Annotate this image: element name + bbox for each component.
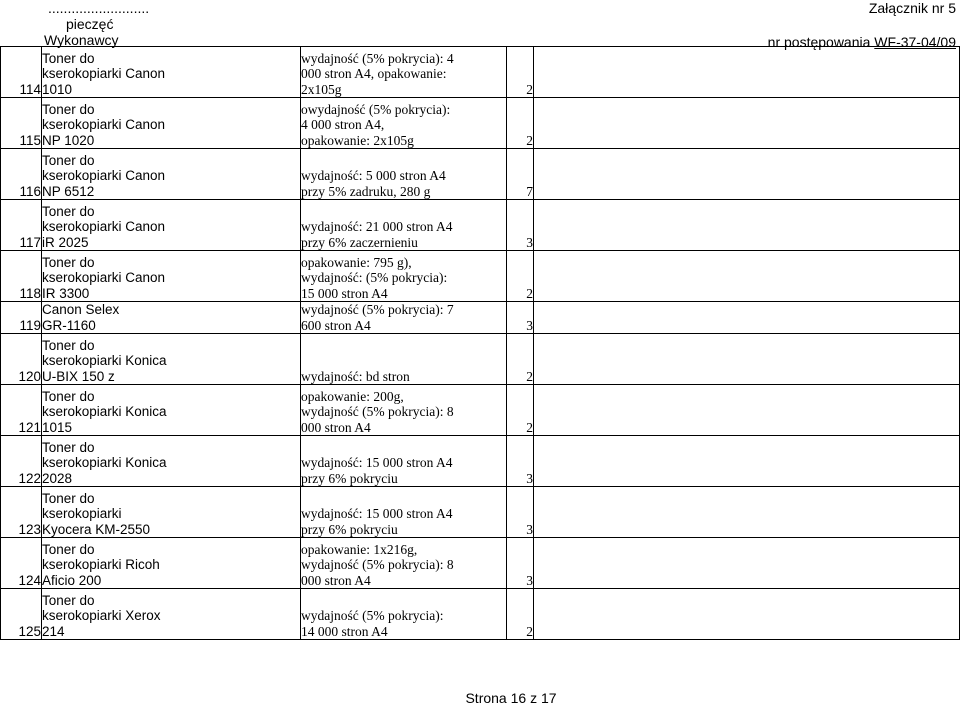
product-name xyxy=(42,487,301,538)
empty-cell xyxy=(534,334,960,385)
table-row xyxy=(1,47,960,98)
row-number: 114 xyxy=(1,47,42,98)
product-description-line: 000 stron A4 xyxy=(301,572,371,588)
product-name xyxy=(42,538,301,589)
product-description-line: wydajność: 15 000 stron A4 xyxy=(301,506,453,521)
product-description-line: wydajność: 21 000 stron A4 xyxy=(301,219,453,234)
table-row xyxy=(1,149,960,200)
product-name-line: NP 1020 xyxy=(42,132,95,148)
product-name-line: kserokopiarki Canon xyxy=(42,66,166,81)
product-description xyxy=(301,251,507,302)
product-description-line: wydajność: 15 000 stron A4 xyxy=(301,455,453,470)
product-name-line: IR 3300 xyxy=(42,285,90,301)
item-table xyxy=(0,46,960,640)
product-name-line: kserokopiarki Konica xyxy=(42,404,167,419)
product-name-line: Kyocera KM-2550 xyxy=(42,521,151,537)
row-number: 115 xyxy=(1,98,42,149)
product-name-line: 2028 xyxy=(42,470,73,486)
product-description-line: 000 stron A4, opakowanie: xyxy=(301,66,447,81)
row-number: 119 xyxy=(1,302,42,334)
product-description-line: wydajność: 5 000 stron A4 xyxy=(301,168,446,183)
empty-cell xyxy=(534,487,960,538)
product-description-line: przy 6% pokryciu xyxy=(301,470,398,486)
product-name-line: kserokopiarki Canon xyxy=(42,270,166,285)
product-description-line: przy 5% zadruku, 280 g xyxy=(301,183,431,199)
product-name-line: Toner do xyxy=(42,541,95,557)
product-name-line: kserokopiarki Canon xyxy=(42,219,166,234)
product-description xyxy=(301,47,507,98)
product-name xyxy=(42,589,301,640)
product-description-line: opakowanie: 2x105g xyxy=(301,132,414,148)
product-description xyxy=(301,302,507,334)
empty-cell xyxy=(534,589,960,640)
quantity: 2 xyxy=(507,385,534,436)
product-name-line: GR-1160 xyxy=(42,317,96,333)
contractor-label: Wykonawcy xyxy=(44,32,119,48)
product-name xyxy=(42,251,301,302)
product-description xyxy=(301,538,507,589)
product-name xyxy=(42,98,301,149)
product-name-line: kserokopiarki Canon xyxy=(42,117,166,132)
table-row xyxy=(1,589,960,640)
product-name-line: Toner do xyxy=(42,50,95,66)
product-description-line: opakowanie: 1x216g, xyxy=(301,541,418,557)
product-name xyxy=(42,385,301,436)
product-description-line: 600 stron A4 xyxy=(301,317,371,333)
product-name-line: Toner do xyxy=(42,592,95,608)
product-description-line: wydajność: (5% pokrycia): xyxy=(301,270,448,285)
product-name-line: kserokopiarki xyxy=(42,506,122,521)
product-name-line: kserokopiarki Konica xyxy=(42,353,167,368)
row-number: 122 xyxy=(1,436,42,487)
empty-cell xyxy=(534,251,960,302)
row-number: 118 xyxy=(1,251,42,302)
product-description-line: 000 stron A4 xyxy=(301,419,371,435)
empty-cell xyxy=(534,385,960,436)
product-name-line: kserokopiarki Ricoh xyxy=(42,557,160,572)
quantity: 3 xyxy=(507,200,534,251)
product-name xyxy=(42,334,301,385)
product-name-line: Toner do xyxy=(42,337,95,353)
product-name-line: Toner do xyxy=(42,203,95,219)
quantity: 3 xyxy=(507,302,534,334)
quantity: 7 xyxy=(507,149,534,200)
quantity: 2 xyxy=(507,334,534,385)
product-name xyxy=(42,200,301,251)
product-description xyxy=(301,487,507,538)
product-description-line: opakowanie: 795 g), xyxy=(301,254,412,270)
quantity: 2 xyxy=(507,251,534,302)
proceeding-id: WF-37-04/09 xyxy=(874,34,956,50)
product-description-line: wydajność (5% pokrycia): 8 xyxy=(301,557,454,572)
product-name-line: NP 6512 xyxy=(42,183,95,199)
row-number: 121 xyxy=(1,385,42,436)
product-name xyxy=(42,47,301,98)
empty-cell xyxy=(534,200,960,251)
product-name-line: Toner do xyxy=(42,439,95,455)
product-description-line: 2x105g xyxy=(301,81,342,97)
row-number: 120 xyxy=(1,334,42,385)
product-description-line: wydajność: bd stron xyxy=(301,368,410,384)
table-row xyxy=(1,251,960,302)
product-description xyxy=(301,149,507,200)
table-row xyxy=(1,98,960,149)
product-description-line: wydajność (5% pokrycia): 4 xyxy=(301,50,454,66)
product-name-line: 214 xyxy=(42,623,65,639)
product-name-line: iR 2025 xyxy=(42,234,89,250)
product-description-line: 14 000 stron A4 xyxy=(301,623,388,639)
table-row xyxy=(1,302,960,334)
table-row xyxy=(1,487,960,538)
product-name-line: Toner do xyxy=(42,388,95,404)
product-name-line: Aficio 200 xyxy=(42,572,102,588)
product-description-line: wydajność (5% pokrycia): 7 xyxy=(301,302,454,317)
product-description xyxy=(301,436,507,487)
empty-cell xyxy=(534,47,960,98)
page-footer: Strona 16 z 17 xyxy=(465,690,557,706)
empty-cell xyxy=(534,149,960,200)
product-description xyxy=(301,200,507,251)
product-name-line: kserokopiarki Canon xyxy=(42,168,166,183)
empty-cell xyxy=(534,436,960,487)
quantity: 3 xyxy=(507,538,534,589)
product-description-line: owydajność (5% pokrycia): xyxy=(301,101,451,117)
product-name xyxy=(42,149,301,200)
quantity: 2 xyxy=(507,589,534,640)
row-number: 117 xyxy=(1,200,42,251)
product-description xyxy=(301,334,507,385)
product-name-line: 1010 xyxy=(42,81,73,97)
empty-cell xyxy=(534,302,960,334)
product-description-line: przy 6% pokryciu xyxy=(301,521,398,537)
product-name-line: Toner do xyxy=(42,254,95,270)
product-name xyxy=(42,302,301,334)
product-description-line: 4 000 stron A4, xyxy=(301,117,385,132)
stamp-label: pieczęć xyxy=(66,16,114,32)
product-description-line: wydajność (5% pokrycia): xyxy=(301,608,444,623)
quantity: 2 xyxy=(507,98,534,149)
product-name-line: U-BIX 150 z xyxy=(42,368,115,384)
row-number: 123 xyxy=(1,487,42,538)
table-row xyxy=(1,538,960,589)
table-row xyxy=(1,436,960,487)
table-row xyxy=(1,385,960,436)
product-name-line: 1015 xyxy=(42,419,73,435)
product-name-line: Toner do xyxy=(42,101,95,117)
row-number: 125 xyxy=(1,589,42,640)
product-description-line: opakowanie: 200g, xyxy=(301,388,404,404)
attachment-label: Załącznik nr 5 xyxy=(868,0,956,16)
row-number: 116 xyxy=(1,149,42,200)
proceeding-prefix: nr postępowania xyxy=(767,34,871,50)
product-name-line: Toner do xyxy=(42,490,95,506)
product-description xyxy=(301,385,507,436)
product-description-line: wydajność (5% pokrycia): 8 xyxy=(301,404,454,419)
product-name-line: Toner do xyxy=(42,152,95,168)
quantity: 2 xyxy=(507,47,534,98)
empty-cell xyxy=(534,538,960,589)
product-name-line: kserokopiarki Xerox xyxy=(42,608,161,623)
stamp-placeholder: .......................... xyxy=(48,0,150,16)
product-name xyxy=(42,436,301,487)
table-row xyxy=(1,334,960,385)
quantity: 3 xyxy=(507,436,534,487)
product-description xyxy=(301,98,507,149)
product-description-line: 15 000 stron A4 xyxy=(301,285,388,301)
product-description-line: przy 6% zaczernieniu xyxy=(301,234,418,250)
product-description xyxy=(301,589,507,640)
table-row xyxy=(1,200,960,251)
product-name-line: kserokopiarki Konica xyxy=(42,455,167,470)
empty-cell xyxy=(534,98,960,149)
quantity: 3 xyxy=(507,487,534,538)
product-name-line: Canon Selex xyxy=(42,302,120,317)
row-number: 124 xyxy=(1,538,42,589)
